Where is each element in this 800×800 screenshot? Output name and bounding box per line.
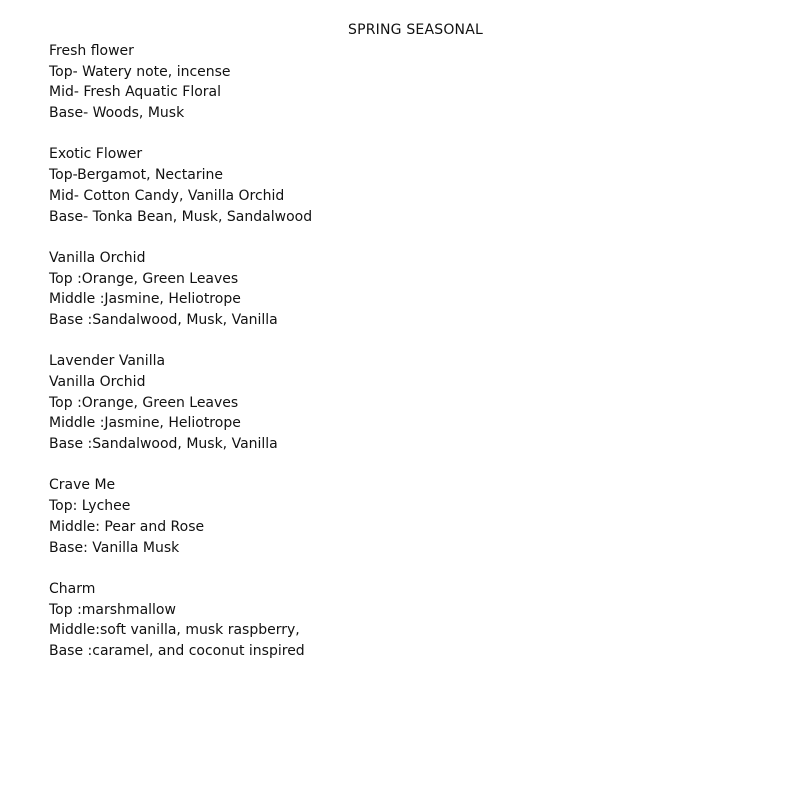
note-line: Middle :Jasmine, Heliotrope	[49, 415, 241, 432]
note-line: Mid- Cotton Candy, Vanilla Orchid	[49, 187, 285, 204]
note-line: Middle :Jasmine, Heliotrope	[49, 291, 241, 308]
page-title: SPRING SEASONAL	[347, 22, 484, 38]
note-line: Top- Watery note, incense	[49, 63, 231, 80]
note-line: Base :Sandalwood, Musk, Vanilla	[49, 436, 278, 453]
note-line: Base- Tonka Bean, Musk, Sandalwood	[49, 208, 313, 225]
fragrance-section-crave-me	[49, 475, 769, 558]
note-line: Base: Vanilla Musk	[49, 539, 180, 556]
fragrance-name: Fresh flower	[49, 43, 134, 59]
note-line: Middle: Pear and Rose	[49, 518, 205, 535]
fragrance-section-lavender-vanilla	[49, 351, 769, 454]
note-line: Top :Orange, Green Leaves	[49, 394, 239, 411]
note-line: Top :Orange, Green Leaves	[49, 270, 239, 287]
note-line: Mid- Fresh Aquatic Floral	[49, 84, 221, 101]
fragrance-name: Charm	[49, 580, 96, 597]
fragrance-section-vanilla-orchid	[49, 248, 769, 331]
note-line: Top-Bergamot, Nectarine	[49, 167, 223, 184]
note-line: Top: Lychee	[49, 498, 131, 515]
note-line: Vanilla Orchid	[49, 374, 146, 390]
fragrance-section-fresh-flower	[49, 41, 769, 124]
fragrance-section-charm	[49, 579, 769, 662]
fragrance-name: Lavender Vanilla	[49, 353, 166, 370]
fragrance-list	[49, 41, 769, 662]
note-line: Base :Sandalwood, Musk, Vanilla	[49, 311, 278, 328]
fragrance-section-exotic-flower	[49, 144, 769, 227]
note-line: Top :marshmallow	[49, 601, 176, 618]
note-line: Base- Woods, Musk	[49, 105, 185, 122]
fragrance-name: Exotic Flower	[49, 146, 143, 163]
note-line: Base :caramel, and coconut inspired	[49, 642, 305, 659]
fragrance-name: Vanilla Orchid	[49, 249, 146, 266]
note-line: Middle:soft vanilla, musk raspberry,	[49, 622, 300, 639]
fragrance-name: Crave Me	[49, 477, 116, 494]
